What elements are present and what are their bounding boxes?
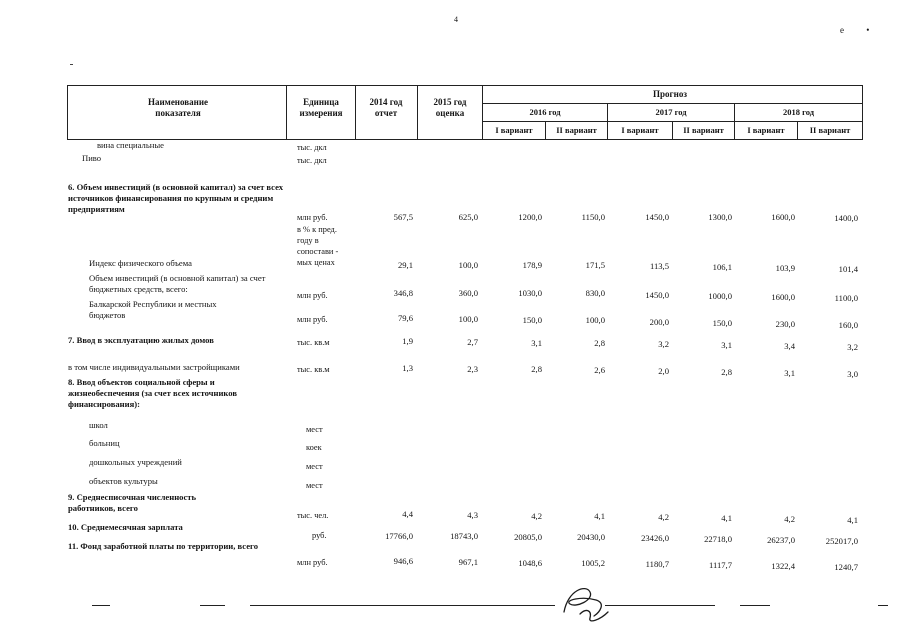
row-value-2018-v1: 1322,4: [771, 561, 795, 571]
row-value-2016-v1: 4,2: [531, 511, 542, 521]
row-value-2017-v1: 2,0: [658, 366, 669, 376]
row-value-2018-v2: 160,0: [838, 320, 858, 330]
row-name-text: 11. Фонд заработной платы по территории, всего: [68, 541, 259, 551]
row-value-2018-v1: 230,0: [775, 319, 795, 329]
row-name: [68, 377, 286, 410]
row-value-2015: 4,3: [467, 510, 478, 520]
header-forecast: Прогноз: [653, 89, 687, 99]
row-unit: в % к пред. году в сопостави - мых ценах: [297, 225, 339, 267]
row-unit: мест: [306, 462, 323, 471]
row-value-2014: 346,8: [393, 288, 413, 298]
row-value-2016-v1: 3,1: [531, 338, 542, 348]
row-value-2016-v2: 1005,2: [581, 558, 605, 568]
row-name-text: 8. Ввод объектов социальной сферы и жизнеобеспечения (за счет всех источников финансирования):: [68, 377, 237, 409]
row-value-2017-v1: 4,2: [658, 512, 669, 522]
row-value-2018-v1: 1600,0: [771, 292, 795, 302]
row-name: [68, 182, 290, 215]
row-value-2017-v2: 22718,0: [704, 534, 732, 544]
header-variant: I вариант: [495, 125, 533, 135]
row-value-2018-v2: 4,1: [847, 515, 858, 525]
row-value-2016-v2: 2,6: [594, 365, 605, 375]
row-value-2018-v2: 1240,7: [834, 562, 858, 572]
row-value-2016-v2: 4,1: [594, 511, 605, 521]
row-value-2014: 29,1: [397, 260, 413, 270]
row-value-2018-v2: 252017,0: [825, 536, 858, 546]
row-value-2017-v2: 3,1: [721, 340, 732, 350]
row-name-text: 6. Объем инвестиций (в основной капитал) за счет всех источников финансирования по крупным и средним предприятиям: [68, 182, 284, 214]
row-name: 7. Ввод в эксплуатацию жилых домов: [68, 335, 214, 345]
row-unit: млн руб.: [297, 291, 328, 300]
row-value-2017-v1: 3,2: [658, 339, 669, 349]
row-value-2015: 18743,0: [450, 531, 478, 541]
row-name: [89, 299, 254, 321]
row-value-2017-v1: 1450,0: [645, 290, 669, 300]
row-value-2017-v1: 113,5: [649, 261, 669, 271]
row-value-2017-v2: 4,1: [721, 513, 732, 523]
row-value-2014: 4,4: [402, 509, 413, 519]
row-value-2018-v1: 26237,0: [767, 535, 795, 545]
row-value-2014: 1,9: [402, 336, 413, 346]
row-value-2016-v1: 20805,0: [514, 532, 542, 542]
row-name: в том числе индивидуальными застройщиками: [68, 362, 240, 372]
row-unit: млн руб.: [297, 558, 328, 567]
row-value-2017-v2: 1000,0: [708, 291, 732, 301]
header-2015: 2015 год оценка: [433, 97, 467, 118]
row-unit: тыс. дкл: [297, 156, 327, 165]
row-value-2017-v2: 1300,0: [708, 212, 732, 222]
row-value-2016-v2: 20430,0: [577, 532, 605, 542]
header-year-2017: 2017 год: [655, 107, 687, 117]
row-value-2018-v2: 1100,0: [834, 293, 858, 303]
row-value-2016-v2: 100,0: [585, 315, 605, 325]
row-value-2014: 567,5: [393, 212, 413, 222]
page-number: 4: [454, 15, 458, 24]
row-value-2018-v1: 3,4: [784, 341, 795, 351]
row-value-2018-v2: 3,2: [847, 342, 858, 352]
row-value-2015: 360,0: [458, 288, 478, 298]
row-name: объектов культуры: [89, 476, 158, 486]
row-value-2017-v2: 2,8: [721, 367, 732, 377]
row-value-2016-v1: 1048,6: [518, 558, 542, 568]
row-unit: тыс. чел.: [297, 511, 329, 520]
header-variant: II вариант: [809, 125, 851, 135]
row-value-2017-v1: 23426,0: [641, 533, 669, 543]
header-year-2018: 2018 год: [782, 107, 815, 117]
row-name: [68, 492, 238, 514]
row-name: дошкольных учреждений: [89, 457, 182, 467]
row-value-2015: 2,3: [467, 364, 478, 374]
row-name-text: 9. Среднесписочная численность работников, всего: [68, 492, 197, 513]
row-value-2015: 625,0: [458, 212, 478, 222]
row-value-2018-v2: 3,0: [847, 369, 858, 379]
row-value-2015: 2,7: [467, 337, 478, 347]
row-name: школ: [89, 420, 108, 430]
row-value-2016-v2: 2,8: [594, 338, 605, 348]
row-name: Пиво: [82, 153, 102, 163]
row-value-2017-v1: 200,0: [649, 317, 669, 327]
row-value-2016-v2: 1150,0: [581, 212, 605, 222]
row-value-2014: 79,6: [397, 313, 413, 323]
header-year-2016: 2016 год: [529, 107, 561, 117]
row-value-2016-v2: 830,0: [585, 288, 605, 298]
row-value-2015: 100,0: [458, 260, 478, 270]
header-unit: Единица измерения: [299, 97, 343, 118]
row-unit: руб.: [312, 531, 327, 540]
row-value-2017-v1: 1450,0: [645, 212, 669, 222]
row-unit: млн руб.: [297, 315, 328, 324]
row-value-2016-v1: 178,9: [522, 260, 542, 270]
row-unit: коек: [306, 443, 322, 452]
row-value-2018-v2: 1400,0: [834, 213, 858, 223]
row-value-2014: 946,6: [393, 556, 413, 566]
row-unit: тыс. кв.м: [297, 338, 330, 347]
signature: [556, 582, 616, 632]
row-value-2015: 100,0: [458, 314, 478, 324]
row-value-2018-v1: 4,2: [784, 514, 795, 524]
row-value-2017-v2: 106,1: [712, 262, 732, 272]
header-name: Наименование показателя: [148, 97, 208, 118]
row-value-2015: 967,1: [458, 557, 478, 567]
row-unit: тыс. кв.м: [297, 365, 330, 374]
row-value-2016-v1: 1030,0: [518, 288, 542, 298]
row-value-2016-v2: 171,5: [585, 260, 605, 270]
row-value-2014: 17766,0: [385, 531, 413, 541]
row-value-2016-v1: 150,0: [522, 315, 542, 325]
row-unit: млн руб.: [297, 213, 328, 222]
row-value-2018-v2: 101,4: [838, 264, 858, 274]
row-value-2017-v1: 1180,7: [645, 559, 669, 569]
row-unit: мест: [306, 425, 323, 434]
row-name: больниц: [89, 438, 120, 448]
row-name: Индекс физического объема: [89, 258, 192, 268]
row-value-2014: 1,3: [402, 363, 413, 373]
row-unit: тыс. дкл: [297, 143, 327, 152]
row-name-text: Объем инвестиций (в основной капитал) за счет бюджетных средств, всего:: [89, 273, 266, 294]
row-value-2016-v1: 2,8: [531, 364, 542, 374]
row-value-2018-v1: 1600,0: [771, 212, 795, 222]
header-2014: 2014 год отчет: [369, 97, 403, 118]
row-unit: мест: [306, 481, 323, 490]
corner-marks: e •: [840, 25, 880, 35]
header-variant: II вариант: [683, 125, 724, 135]
row-name: 10. Среднемесячная зарплата: [68, 522, 183, 532]
row-value-2017-v2: 1117,7: [709, 560, 732, 570]
row-name: вина специальные: [97, 140, 164, 150]
row-value-2017-v2: 150,0: [712, 318, 732, 328]
margin-dash: [70, 64, 73, 65]
row-name-text: Балкарской Республики и местных бюджетов: [89, 299, 217, 320]
row-name: [68, 541, 283, 552]
header-variant: I вариант: [621, 125, 659, 135]
row-value-2016-v1: 1200,0: [518, 212, 542, 222]
row-value-2018-v1: 103,9: [775, 263, 795, 273]
row-name: [89, 273, 294, 295]
row-value-2018-v1: 3,1: [784, 368, 795, 378]
header-variant: I вариант: [747, 125, 785, 135]
header-variant: II вариант: [556, 125, 597, 135]
